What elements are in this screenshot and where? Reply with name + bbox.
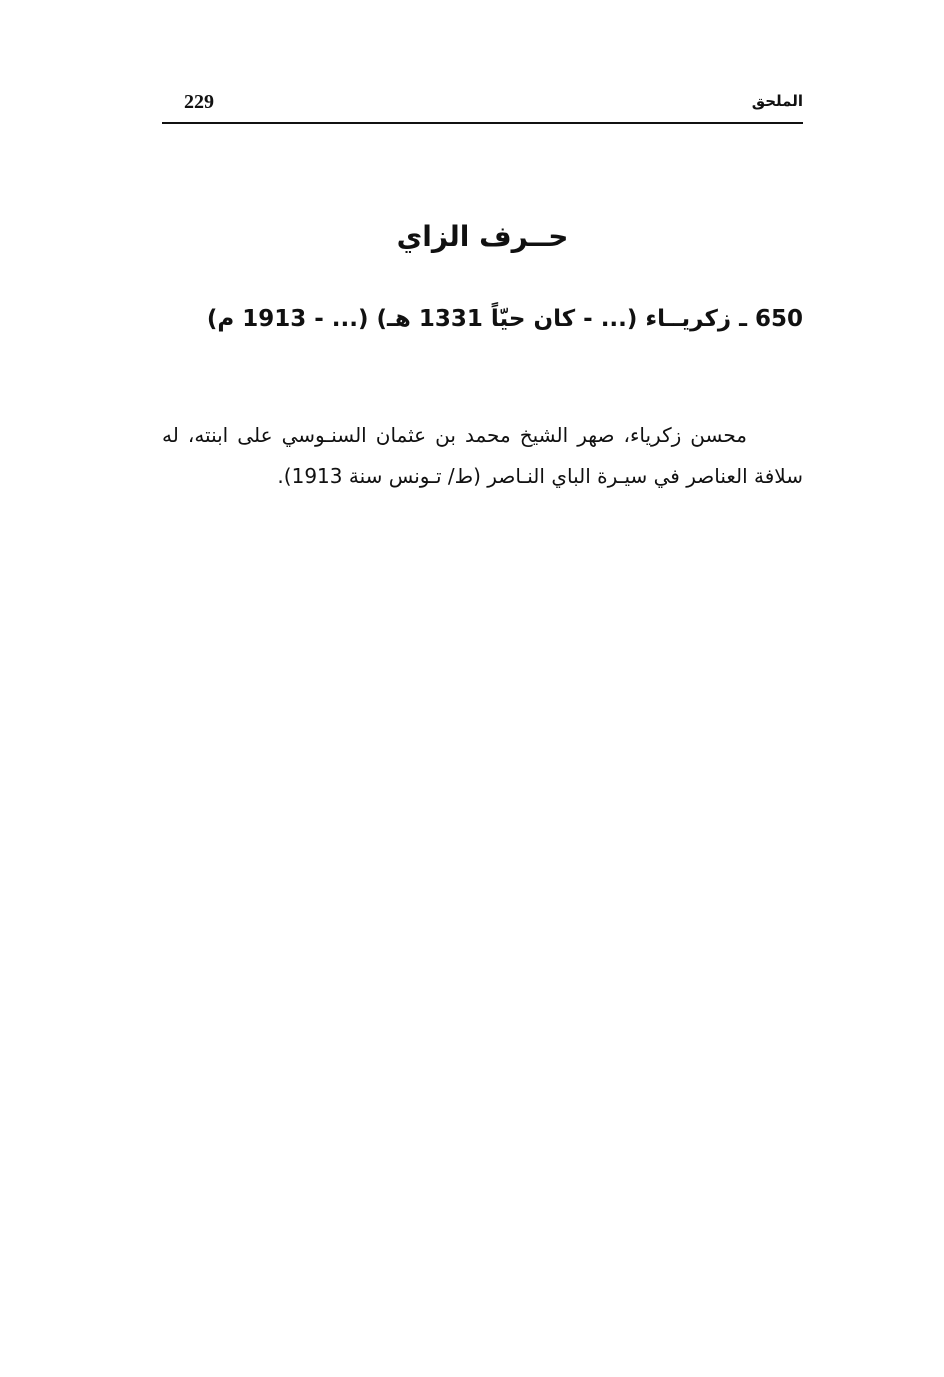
entry-heading: 650 ـ زكريــاء (... - كان حيّاً 1331 هـ) (... - 1913 م) [206, 306, 803, 332]
running-head: الملحق [751, 92, 803, 110]
entry-body: محسن زكرياء، صهر الشيخ محمد بن عثمان السنـوسي على ابنته، له سلافة العناصر في سيـرة الباي النـاصر (ط/ تـونس سنة 1913). [162, 423, 803, 488]
section-title: حــرف الزاي [396, 220, 569, 253]
page-header [162, 88, 803, 122]
header-rule [162, 122, 803, 124]
page-number: 229 [184, 91, 214, 113]
